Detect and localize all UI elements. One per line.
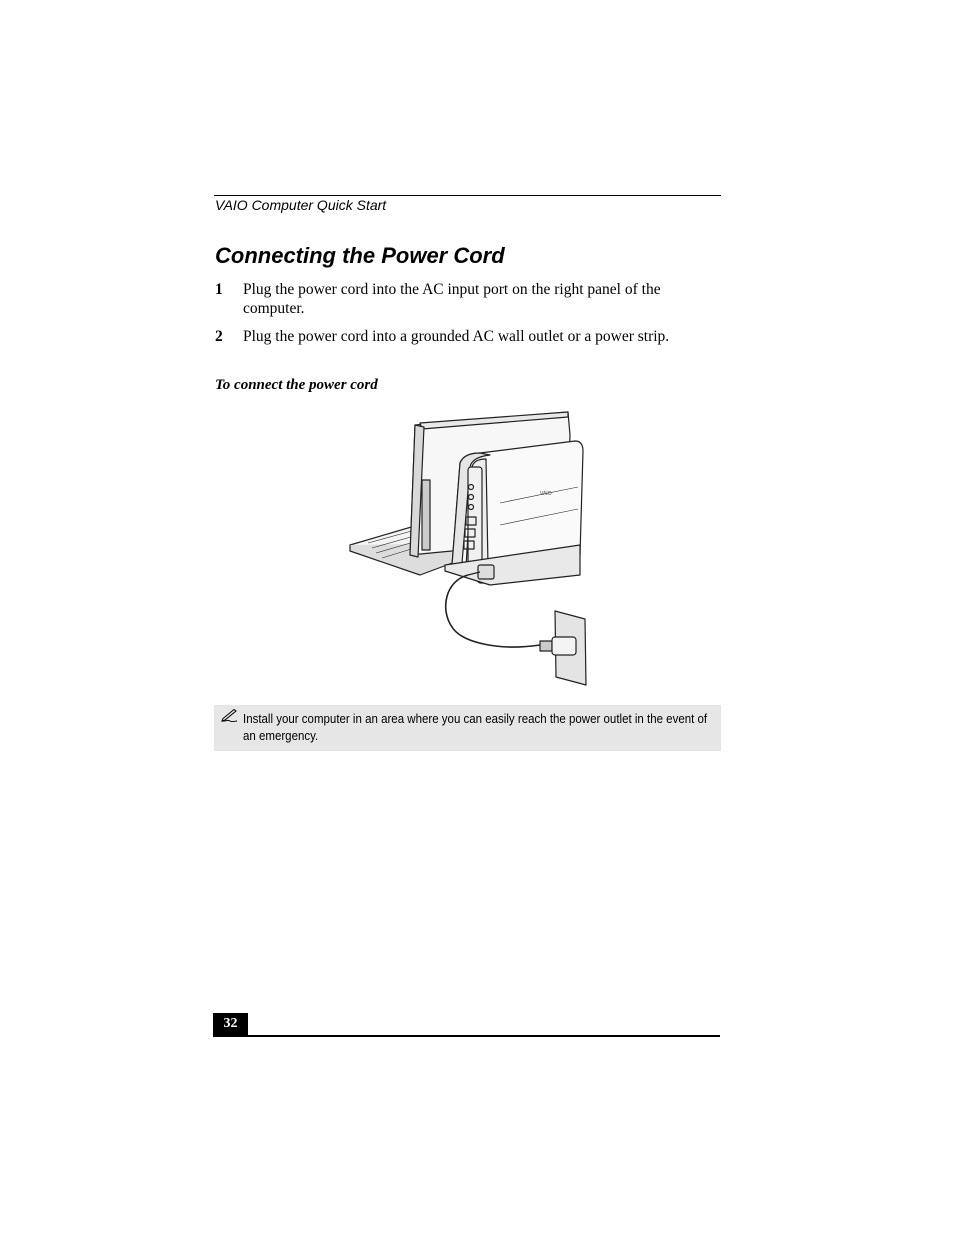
section-title: Connecting the Power Cord	[215, 243, 505, 268]
step-item	[215, 327, 685, 346]
step-number: 1	[215, 281, 223, 298]
step-text: Plug the power cord into the AC input port on the right panel of the computer.	[243, 281, 661, 317]
steps-list	[215, 280, 685, 355]
page-number-box	[213, 1013, 248, 1036]
note-text: Install your computer in an area where you can easily reach the power outlet in the event of an emergency.	[243, 712, 708, 743]
page-number: 32	[223, 1016, 238, 1031]
running-head: VAIO Computer Quick Start	[215, 197, 387, 213]
footer-rule	[213, 1035, 720, 1037]
step-item	[215, 280, 685, 318]
figure-caption: To connect the power cord	[215, 377, 378, 393]
note-box	[214, 705, 721, 751]
power-cord-illustration	[340, 405, 600, 690]
step-text: Plug the power cord into a grounded AC wall outlet or a power strip.	[243, 328, 670, 345]
step-number: 2	[215, 328, 223, 345]
svg-text:VAIO: VAIO	[540, 491, 552, 497]
pencil-note-icon	[220, 709, 238, 723]
header-rule	[214, 195, 721, 196]
